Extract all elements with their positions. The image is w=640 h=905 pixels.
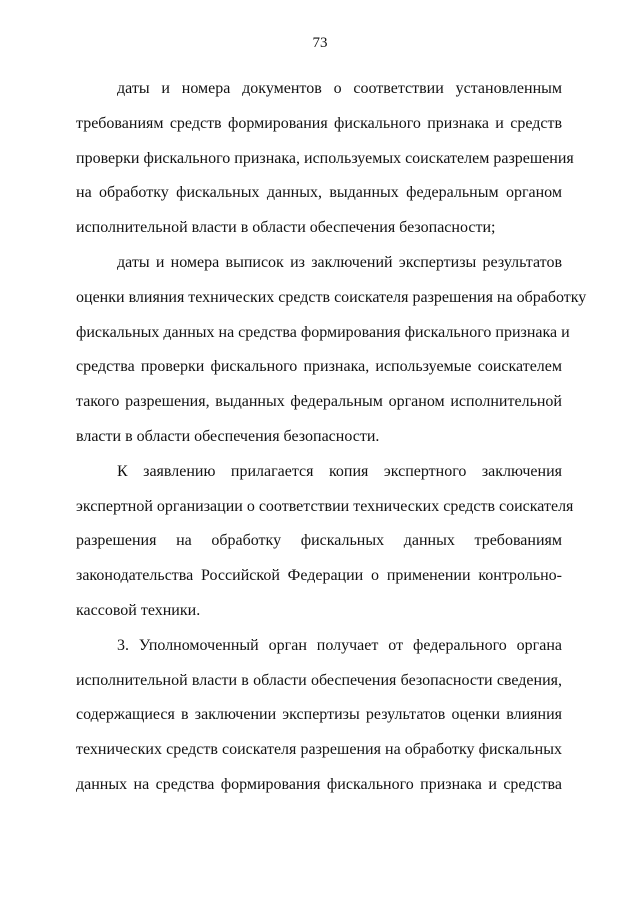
paragraph-document-dates bbox=[76, 72, 574, 246]
text-line: такого разрешения, выданных федеральным органом исполнительной bbox=[76, 393, 562, 411]
text-line: проверки фискального признака, используемых соискателем разрешения bbox=[76, 149, 574, 167]
text-line: даты и номера выписок из заключений экспертизы результатов bbox=[117, 253, 562, 271]
page-number: 73 bbox=[312, 35, 328, 51]
text-line: власти в области обеспечения безопасности. bbox=[76, 427, 380, 445]
text-line: 3. Уполномоченный орган получает от федерального органа bbox=[117, 636, 562, 654]
paragraph-expert-conclusion bbox=[76, 455, 574, 629]
text-line: оценки влияния технических средств соискателя разрешения на обработку bbox=[76, 288, 587, 306]
document-body bbox=[76, 72, 587, 803]
paragraph-extract-dates bbox=[76, 246, 587, 455]
text-line: исполнительной власти в области обеспечения безопасности; bbox=[76, 219, 496, 237]
text-line: технических средств соискателя разрешения на обработку фискальных bbox=[76, 741, 562, 759]
text-line: фискальных данных на средства формирования фискального признака и bbox=[76, 323, 570, 341]
text-line: законодательства Российской Федерации о применении контрольно- bbox=[76, 567, 562, 585]
text-line: разрешения на обработку фискальных данных требованиям bbox=[76, 532, 562, 550]
text-line: данных на средства формирования фискального признака и средства bbox=[76, 775, 562, 793]
text-line: К заявлению прилагается копия экспертного заключения bbox=[117, 462, 562, 480]
text-line: содержащиеся в заключении экспертизы результатов оценки влияния bbox=[76, 706, 562, 724]
text-line: даты и номера документов о соответствии установленным bbox=[117, 80, 562, 97]
text-line: средства проверки фискального признака, используемые соискателем bbox=[76, 358, 562, 376]
paragraph-clause-3 bbox=[76, 629, 562, 803]
text-line: кассовой техники. bbox=[76, 601, 201, 619]
text-line: требованиям средств формирования фискального признака и средств bbox=[76, 114, 562, 132]
text-line: на обработку фискальных данных, выданных федеральным органом bbox=[76, 184, 562, 202]
text-line: исполнительной власти в области обеспечения безопасности сведения, bbox=[76, 671, 562, 689]
text-line: экспертной организации о соответствии технических средств соискателя bbox=[76, 497, 574, 515]
